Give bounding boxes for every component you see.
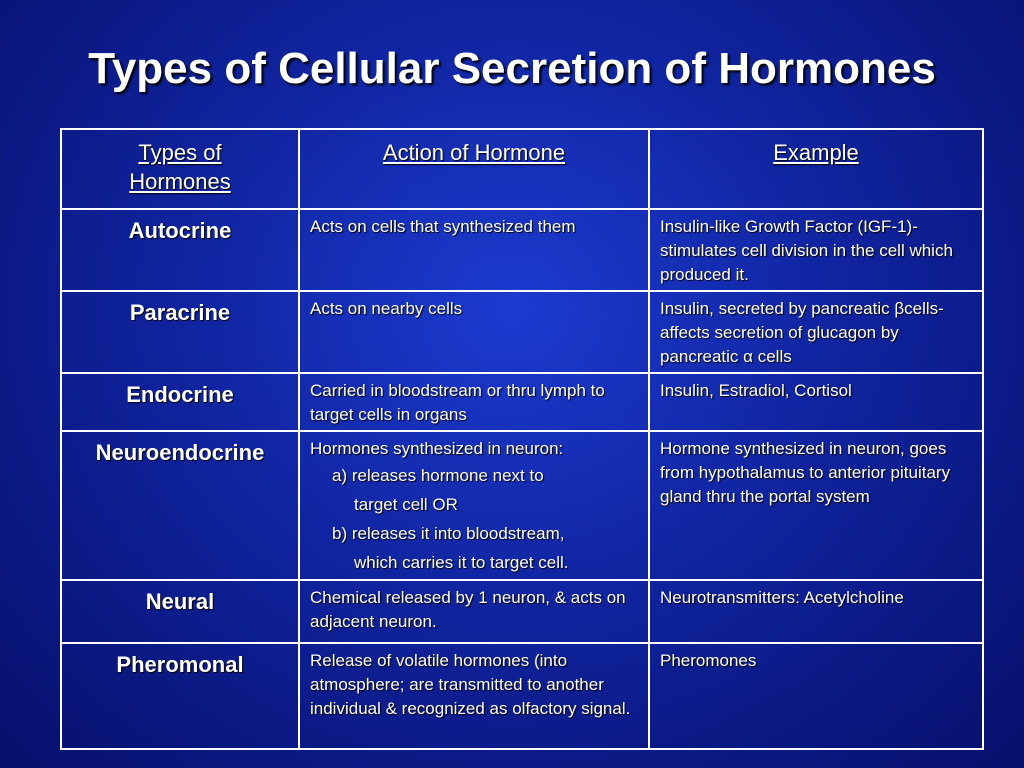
example-cell: Hormone synthesized in neuron, goes from hypothalamus to anterior pituitary gland thru the portal system (649, 431, 983, 580)
action-cell: Chemical released by 1 neuron, & acts on adjacent neuron. (299, 580, 649, 643)
table-row (61, 431, 983, 580)
example-cell: Pheromones (649, 643, 983, 749)
table-row (61, 291, 983, 373)
table-header-row (61, 129, 983, 209)
example-cell: Insulin, Estradiol, Cortisol (649, 373, 983, 431)
type-cell: Autocrine (61, 209, 299, 291)
example-cell: Insulin-like Growth Factor (IGF-1)- stimulates cell division in the cell which produced it. (649, 209, 983, 291)
type-cell: Paracrine (61, 291, 299, 373)
header-action: Action of Hormone (299, 129, 649, 209)
action-cell: Release of volatile hormones (into atmosphere; are transmitted to another individual & recognized as olfactory signal. (299, 643, 649, 749)
example-cell: Neurotransmitters: Acetylcholine (649, 580, 983, 643)
slide-title: Types of Cellular Secretion of Hormones (88, 44, 936, 93)
type-cell: Neuroendocrine (61, 431, 299, 580)
example-cell: Insulin, secreted by pancreatic βcells-affects secretion of glucagon by pancreatic α cells (649, 291, 983, 373)
action-line: Hormones synthesized in neuron: (310, 439, 564, 458)
table-row (61, 209, 983, 291)
table-row (61, 580, 983, 643)
type-cell: Endocrine (61, 373, 299, 431)
action-line: b) releases it into bloodstream, (332, 524, 565, 543)
action-line: which carries it to target cell. (354, 553, 569, 572)
action-cell: Acts on nearby cells (299, 291, 649, 373)
table-row (61, 643, 983, 749)
action-line: a) releases hormone next to (332, 466, 544, 485)
action-line: target cell OR (354, 495, 458, 514)
action-cell (299, 431, 649, 580)
header-types: Types of Hormones (61, 129, 299, 209)
table-row (61, 373, 983, 431)
action-cell: Acts on cells that synthesized them (299, 209, 649, 291)
action-cell: Carried in bloodstream or thru lymph to target cells in organs (299, 373, 649, 431)
hormone-types-table (60, 128, 984, 750)
type-cell: Neural (61, 580, 299, 643)
type-cell: Pheromonal (61, 643, 299, 749)
header-example: Example (649, 129, 983, 209)
